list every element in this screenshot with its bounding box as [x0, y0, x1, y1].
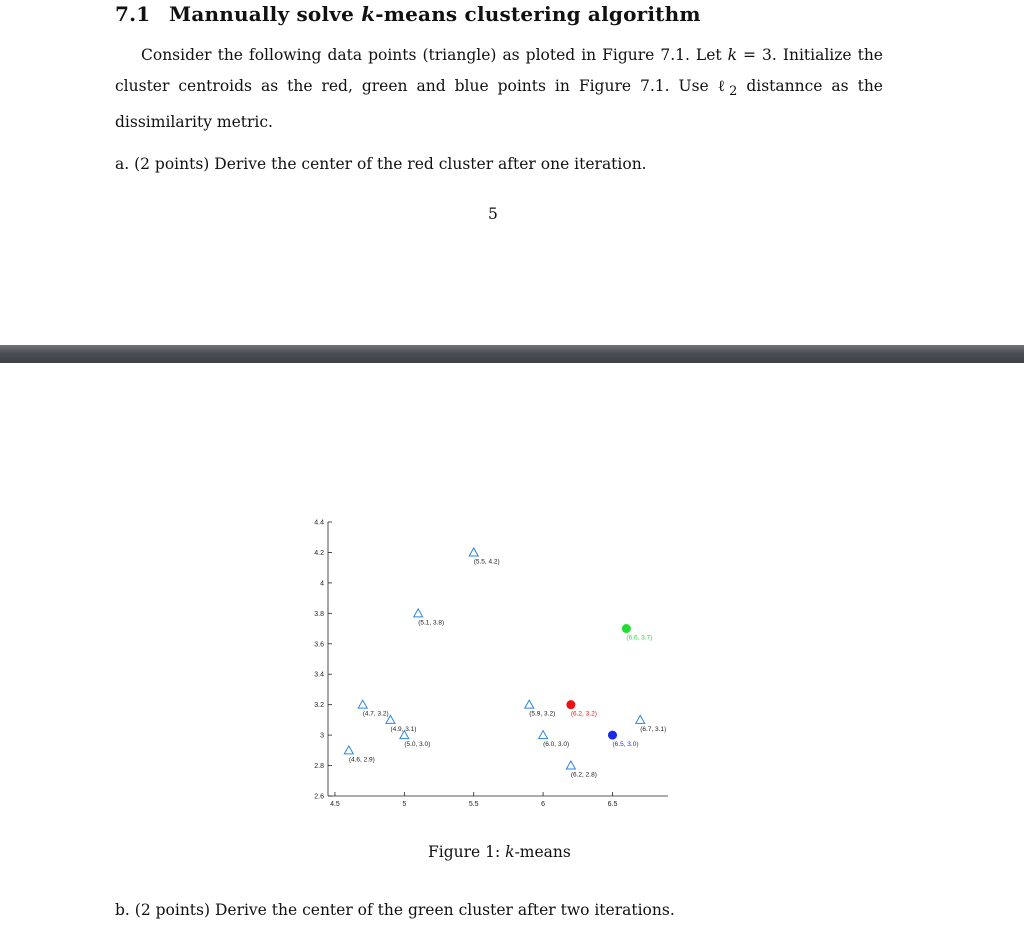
data-point-label: (5.0, 3.0)	[404, 741, 431, 749]
data-point-triangle	[469, 548, 478, 556]
y-tick-label: 3.6	[314, 641, 324, 649]
data-point-label: (5.5, 4.2)	[473, 558, 500, 566]
data-point-label: (6.2, 2.8)	[570, 771, 597, 779]
x-tick-label: 5	[402, 801, 407, 808]
section-number: 7.1	[115, 2, 151, 26]
caption-var: k	[505, 843, 515, 861]
data-point-label: (5.1, 3.8)	[418, 619, 445, 627]
section-title-suffix: -means clustering algorithm	[375, 2, 701, 26]
data-point-label: (6.7, 3.1)	[640, 725, 667, 733]
data-point-label: (4.6, 2.9)	[348, 756, 375, 764]
y-tick-label: 2.6	[314, 793, 324, 801]
question-a: a. (2 points) Derive the center of the red cluster after one iteration.	[115, 155, 647, 173]
x-tick-label: 6.5	[607, 801, 618, 808]
data-point-label: (4.7, 3.2)	[362, 710, 389, 718]
data-point-triangle	[414, 609, 423, 617]
section-title-prefix: Mannually solve	[169, 2, 355, 26]
data-point-triangle	[539, 731, 548, 739]
centroid-red	[566, 700, 575, 709]
page-number: 5	[488, 205, 498, 223]
data-point-label: (6.0, 3.0)	[543, 741, 570, 749]
data-point-label: (4.9, 3.1)	[390, 725, 417, 733]
y-tick-label: 3.8	[314, 610, 324, 618]
centroid-red-label: (6.2, 3.2)	[570, 710, 597, 718]
centroid-blue-label: (6.5, 3.0)	[612, 741, 639, 749]
kmeans-figure	[290, 515, 690, 825]
centroid-blue	[608, 731, 617, 740]
data-point-triangle	[636, 715, 645, 723]
y-tick-label: 3.2	[314, 702, 324, 710]
data-point-label: (5.9, 3.2)	[529, 710, 556, 718]
statement-var-k: k	[727, 46, 738, 64]
section-title-var: k	[361, 2, 376, 26]
page-divider	[0, 345, 1024, 363]
y-tick-label: 4	[320, 580, 324, 588]
x-tick-label: 4.5	[330, 801, 340, 808]
kmeans-scatter-chart	[290, 515, 690, 825]
statement-part-1: Consider the following data points (triangle) as ploted in Figure 7.1. Let	[141, 46, 722, 64]
statement-part-3: distannce as the dissimilarity metric.	[115, 77, 883, 132]
caption-prefix: Figure 1:	[428, 843, 501, 861]
problem-statement	[115, 40, 883, 138]
y-tick-label: 4.4	[314, 519, 324, 527]
x-tick-label: 5.5	[468, 801, 479, 808]
statement-part-2: = 3. Initialize the cluster centroids as the red, green and blue points in Figure 7.1. Use	[115, 46, 883, 95]
data-point-triangle	[344, 746, 353, 754]
section-heading	[115, 2, 701, 26]
centroid-green-label: (6.6, 3.7)	[626, 634, 653, 642]
figure-caption	[428, 843, 571, 861]
statement-ell: ℓ	[717, 77, 730, 95]
caption-suffix: -means	[514, 843, 571, 861]
centroid-green	[622, 624, 631, 633]
y-tick-label: 4.2	[314, 549, 324, 557]
question-b: b. (2 points) Derive the center of the green cluster after two iterations.	[115, 901, 675, 919]
x-tick-label: 6	[541, 801, 546, 808]
data-point-triangle	[566, 761, 575, 769]
data-point-triangle	[358, 700, 367, 708]
y-tick-label: 3	[320, 732, 324, 740]
y-tick-label: 3.4	[314, 671, 324, 679]
y-tick-label: 2.8	[314, 763, 324, 771]
data-point-triangle	[525, 700, 534, 708]
statement-ell-sub: 2	[729, 84, 738, 100]
